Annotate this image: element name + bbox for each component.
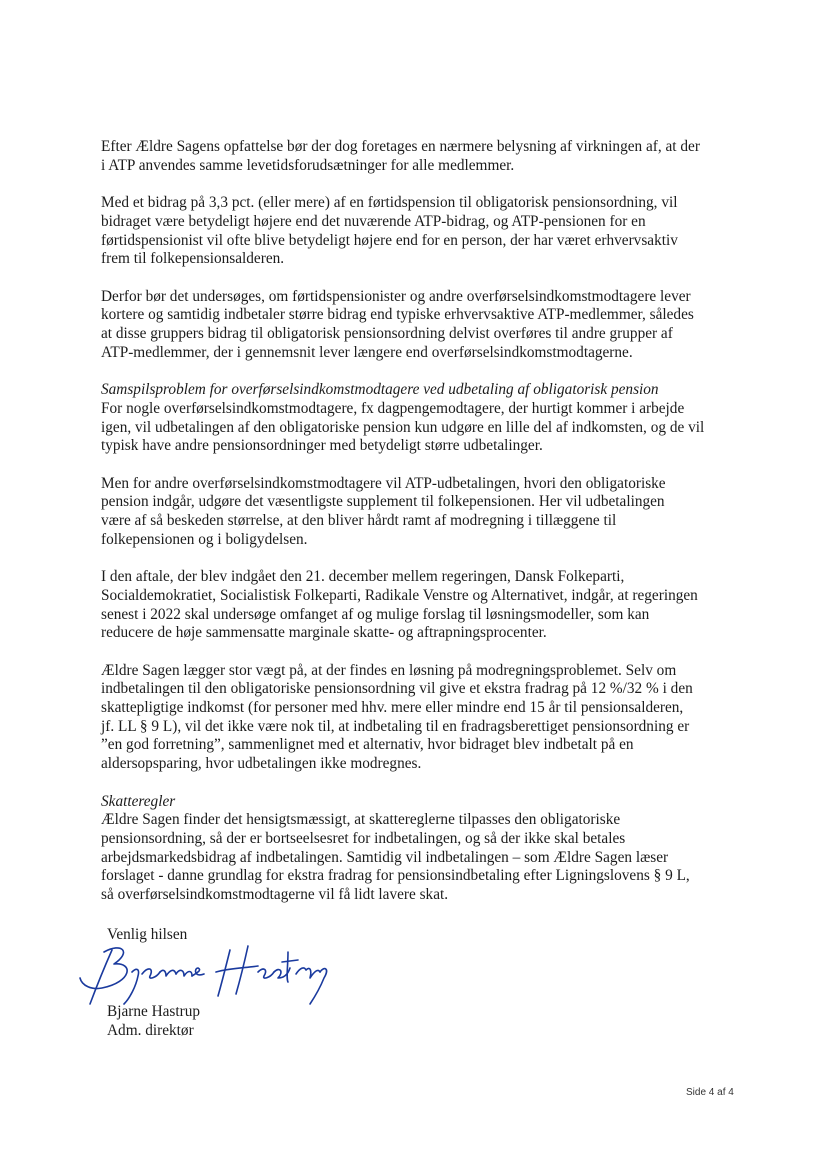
text-line: jf. LL § 9 L), vil det ikke være nok til, at indbetaling til en fradragsberettiget pensionsordning er [101, 717, 690, 735]
text-line: førtidspensionist vil ofte blive betydeligt højere end for en person, der har været erhvervsaktiv [101, 231, 678, 249]
text-line: Ældre Sagen lægger stor vægt på, at der findes en løsning på modregningsproblemet. Selv om [101, 661, 677, 679]
signer-name: Bjarne Hastrup [107, 1003, 201, 1020]
text-line: igen, vil udbetalingen af den obligatoriske pension kun udgøre en lille del af indkomsten, og de vil [101, 418, 705, 436]
section-heading: Skatteregler [101, 792, 176, 810]
text-line: forslaget - danne grundlag for ekstra fradrag for pensionsindbetaling efter Ligningslovens § 9 L, [101, 867, 690, 885]
text-line: aldersopsparing, hvor udbetalingen ikke modregnes. [101, 755, 422, 773]
text-line: senest i 2022 skal undersøge omfanget af og mulige forslag til løsningsmodeller, som kan [101, 605, 650, 623]
paragraph [101, 138, 741, 175]
text-line: Derfor bør det undersøges, om førtidspensionister og andre overførselsindkomstmodtagere lever [101, 287, 691, 305]
paragraph [101, 475, 741, 550]
closing-salutation: Venlig hilsen [107, 926, 188, 943]
text-line: bidraget være betydeligt højere end det nuværende ATP-bidrag, og ATP-pensionen for en [101, 212, 646, 230]
text-line: I den aftale, der blev indgået den 21. december mellem regeringen, Dansk Folkeparti, [101, 568, 625, 586]
page-number: Side 4 af 4 [686, 1087, 734, 1098]
text-line: frem til folkepensionsalderen. [101, 250, 285, 268]
paragraph [101, 288, 741, 363]
letter-body [101, 138, 741, 923]
text-line: For nogle overførselsindkomstmodtagere, fx dagpengemodtagere, der hurtigt kommer i arbejde [101, 399, 685, 417]
text-line: Socialdemokratiet, Socialistisk Folkeparti, Radikale Venstre og Alternativet, indgår, at regeringen [101, 586, 698, 604]
text-line: folkepensionen og i boligydelsen. [101, 530, 308, 548]
text-line: så overførselsindkomstmodtagerne vil få lidt lavere skat. [101, 886, 449, 904]
paragraph [101, 793, 741, 905]
signer-block [107, 1003, 200, 1040]
paragraph [101, 568, 741, 643]
text-line: ATP-medlemmer, der i gennemsnit lever længere end overførselsindkomstmodtagerne. [101, 343, 633, 361]
text-line: Efter Ældre Sagens opfattelse bør der dog foretages en nærmere belysning af virkningen af, at der [101, 138, 700, 155]
text-line: i ATP anvendes samme levetidsforudsætninger for alle medlemmer. [101, 156, 515, 174]
text-line: skattepligtige indkomst (for personer med hhv. mere eller mindre end 15 år til pensionsalderen, [101, 699, 684, 716]
paragraph [101, 662, 741, 774]
text-line: typisk have andre pensionsordninger med betydeligt større udbetalinger. [101, 437, 543, 455]
signer-title: Adm. direktør [107, 1021, 194, 1039]
text-line: ”en god forretning”, sammenlignet med et alternativ, hvor bidraget blev indbetalt på en [101, 736, 634, 754]
text-line: være af så beskeden størrelse, at den bliver hårdt ramt af modregning i tillæggene til [101, 512, 617, 529]
text-line: kortere og samtidig indbetaler større bidrag end typiske erhvervsaktive ATP-medlemmer, således [101, 306, 694, 324]
text-line: pensionsordning, så der er bortseelsesret for indbetalingen, og så der ikke skal betales [101, 829, 626, 847]
text-line: Med et bidrag på 3,3 pct. (eller mere) af en førtidspension til obligatorisk pensionsordning, vil [101, 194, 678, 212]
text-line: arbejdsmarkedsbidrag af indbetalingen. Samtidig vil indbetalingen – som Ældre Sagen læser [101, 848, 669, 866]
handwritten-signature [74, 938, 334, 1008]
paragraph [101, 381, 741, 456]
text-line: at disse gruppers bidrag til obligatorisk pensionsordning delvist overføres til andre grupper af [101, 325, 673, 342]
text-line: Men for andre overførselsindkomstmodtagere vil ATP-udbetalingen, hvori den obligatoriske [101, 474, 666, 492]
section-heading: Samspilsproblem for overførselsindkomstmodtagere ved udbetaling af obligatorisk pension [101, 381, 659, 399]
text-line: reducere de høje sammensatte marginale skatte- og aftrapningsprocenter. [101, 624, 547, 642]
text-line: pension indgår, udgøre det væsentligste supplement til folkepensionen. Her vil udbetalingen [101, 493, 665, 511]
text-line: indbetalingen til den obligatoriske pensionsordning vil give et ekstra fradrag på 12 %/32 % i den [101, 680, 693, 698]
paragraph [101, 194, 741, 269]
text-line: Ældre Sagen finder det hensigtsmæssigt, at skattereglerne tilpasses den obligatoriske [101, 811, 621, 829]
